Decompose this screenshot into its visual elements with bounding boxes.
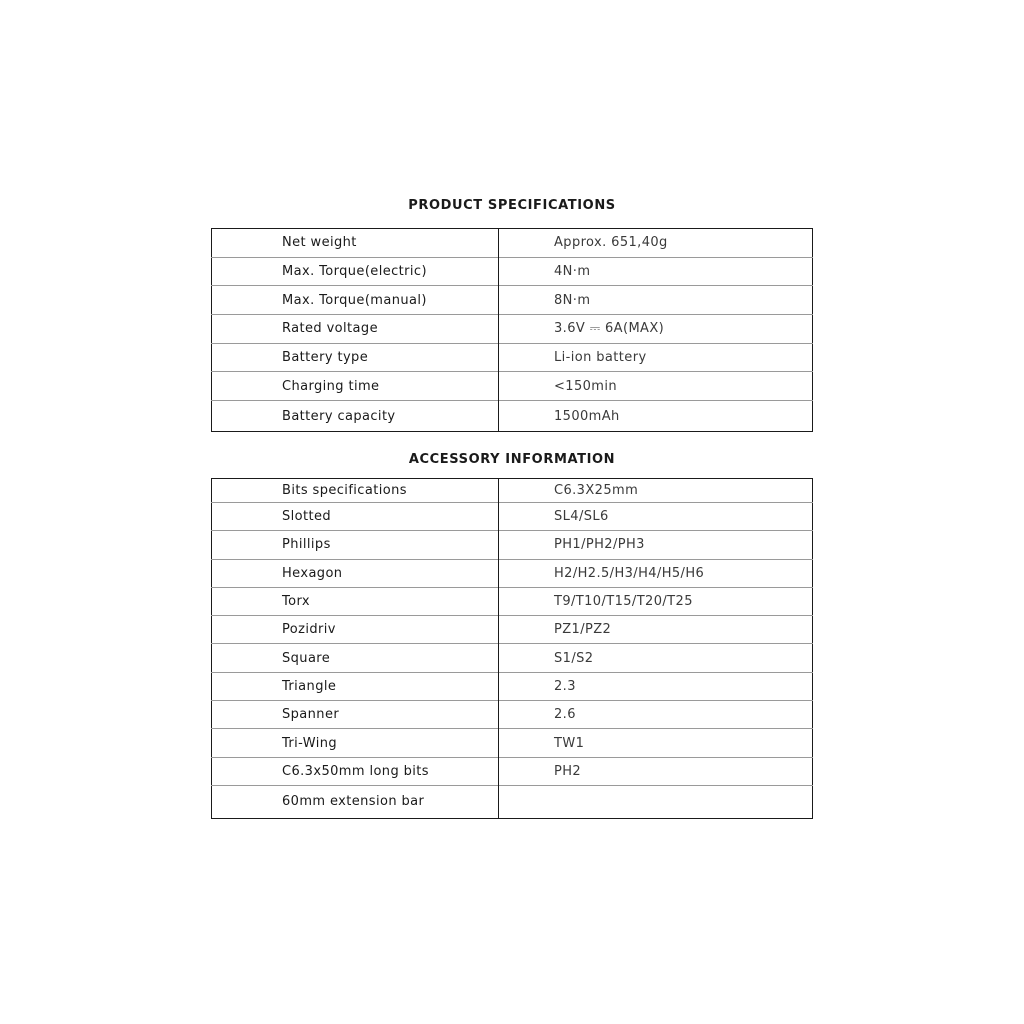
table-row xyxy=(212,672,813,700)
row-label: Slotted xyxy=(212,503,499,531)
table-row xyxy=(212,315,813,344)
row-value: S1/S2 xyxy=(499,644,813,672)
row-value: T9/T10/T15/T20/T25 xyxy=(499,587,813,615)
row-value xyxy=(499,785,813,818)
row-value: SL4/SL6 xyxy=(499,503,813,531)
table-row xyxy=(212,587,813,615)
product-specifications-table xyxy=(211,228,813,432)
table-row xyxy=(212,343,813,372)
accessory-information-table xyxy=(211,478,813,819)
row-label: Torx xyxy=(212,587,499,615)
row-value: 8N·m xyxy=(499,286,813,315)
table-row xyxy=(212,559,813,587)
row-label: Battery type xyxy=(212,343,499,372)
table-row xyxy=(212,229,813,258)
table-row xyxy=(212,701,813,729)
row-label: Bits specifications xyxy=(212,479,499,503)
table-row xyxy=(212,644,813,672)
table-row xyxy=(212,503,813,531)
product-specifications-title: PRODUCT SPECIFICATIONS xyxy=(408,198,616,213)
row-label: Hexagon xyxy=(212,559,499,587)
row-value: PH1/PH2/PH3 xyxy=(499,531,813,559)
table-row xyxy=(212,286,813,315)
row-value: PZ1/PZ2 xyxy=(499,616,813,644)
row-label: Rated voltage xyxy=(212,315,499,344)
row-label: Max. Torque(manual) xyxy=(212,286,499,315)
table-row xyxy=(212,257,813,286)
product-specifications-rows xyxy=(212,229,813,432)
row-value: 1500mAh xyxy=(499,401,813,432)
table-row xyxy=(212,479,813,503)
row-value: 4N·m xyxy=(499,257,813,286)
table-row xyxy=(212,531,813,559)
row-label: Square xyxy=(212,644,499,672)
row-label: Battery capacity xyxy=(212,401,499,432)
row-label: Spanner xyxy=(212,701,499,729)
row-value: <150min xyxy=(499,372,813,401)
row-label: Charging time xyxy=(212,372,499,401)
row-label: Phillips xyxy=(212,531,499,559)
row-label: 60mm extension bar xyxy=(212,785,499,818)
row-value: H2/H2.5/H3/H4/H5/H6 xyxy=(499,559,813,587)
table-row xyxy=(212,401,813,432)
row-value: 2.6 xyxy=(499,701,813,729)
row-label: Max. Torque(electric) xyxy=(212,257,499,286)
row-value: Li-ion battery xyxy=(499,343,813,372)
row-value: 2.3 xyxy=(499,672,813,700)
table-row xyxy=(212,785,813,818)
row-value: TW1 xyxy=(499,729,813,757)
table-row xyxy=(212,372,813,401)
row-value: Approx. 651,40g xyxy=(554,235,668,251)
row-label: Tri-Wing xyxy=(212,729,499,757)
accessory-information-title: ACCESSORY INFORMATION xyxy=(408,452,616,467)
row-label: Net weight xyxy=(212,229,499,258)
table-row xyxy=(212,757,813,785)
row-label: Triangle xyxy=(212,672,499,700)
table-row xyxy=(212,729,813,757)
row-label: Pozidriv xyxy=(212,616,499,644)
table-row xyxy=(212,616,813,644)
accessory-information-rows xyxy=(212,479,813,819)
row-value: C6.3X25mm xyxy=(554,483,639,498)
row-value: PH2 xyxy=(499,757,813,785)
row-value: 3.6V ⎓ 6A(MAX) xyxy=(499,315,813,344)
row-label: C6.3x50mm long bits xyxy=(212,757,499,785)
